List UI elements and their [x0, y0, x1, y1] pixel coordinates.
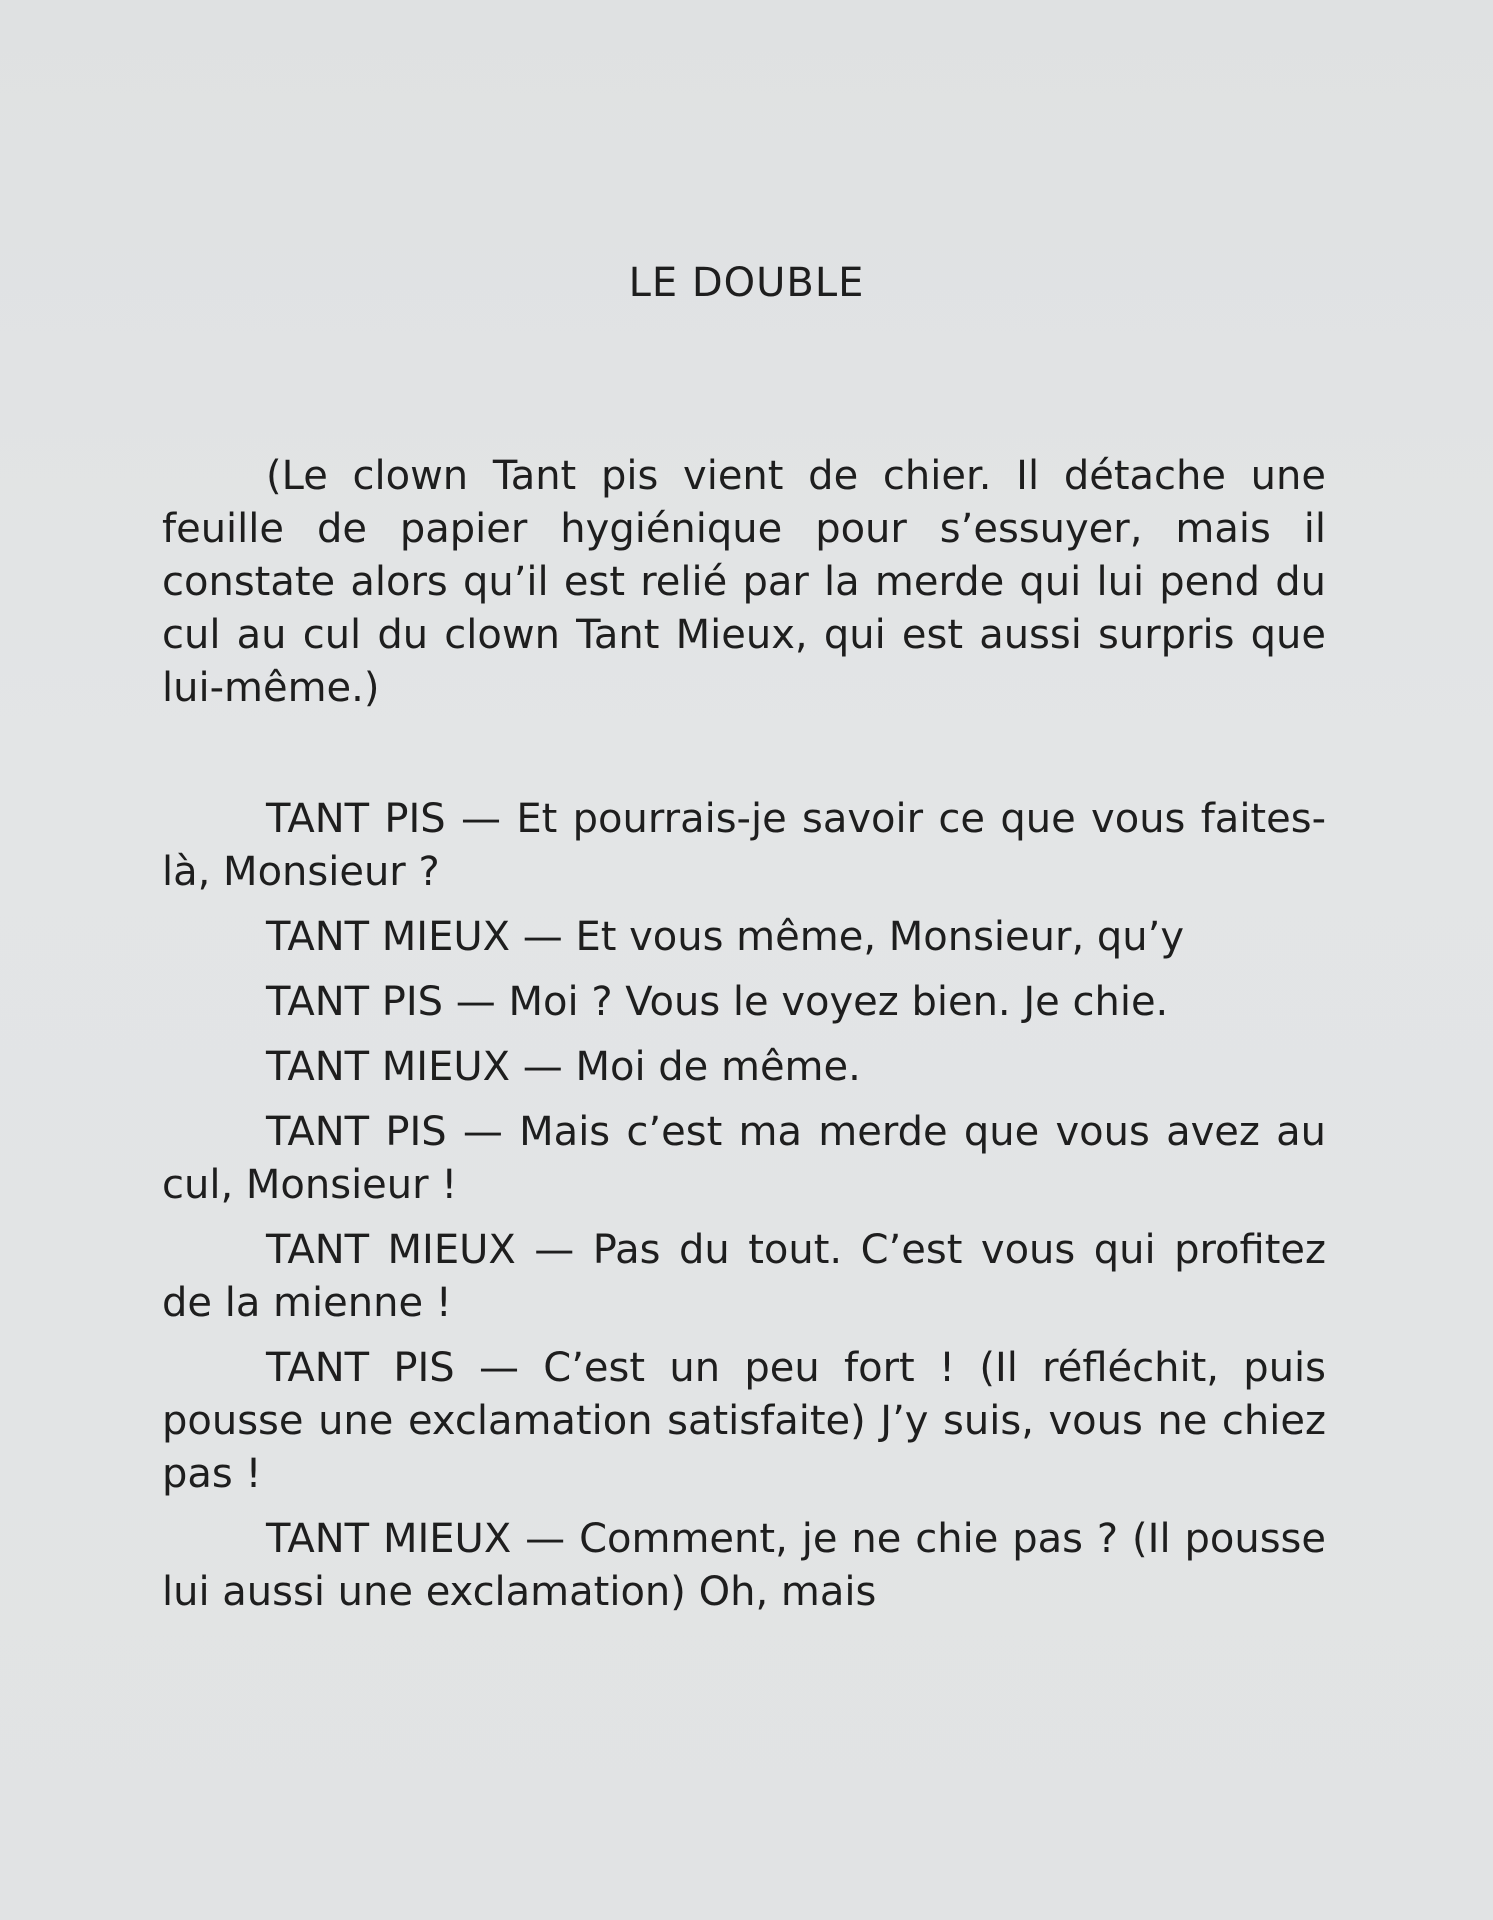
dialogue-line: TANT PIS — Moi ? Vous le voyez bien. Je chie.: [266, 979, 1169, 1025]
dialogue-line: TANT PIS — Et pourrais-je savoir ce que vous faites-là, Monsieur ?: [162, 796, 1326, 895]
dialogue-line: TANT MIEUX — Et vous même, Monsieur, qu’y: [266, 914, 1185, 960]
dialogue-line: TANT PIS — Mais c’est ma merde que vous avez au cul, Monsieur !: [162, 1109, 1326, 1208]
stage-direction-block: [162, 450, 1326, 715]
dialogue-line: TANT PIS — C’est un peu fort ! (Il réfléchit, puis pousse une exclamation satisfaite) J’y suis, vous ne chiez pas !: [162, 1345, 1326, 1497]
dialogue-line: TANT MIEUX — Moi de même.: [266, 1044, 861, 1090]
stage-direction: (Le clown Tant pis vient de chier. Il détache une feuille de papier hygiénique pour s’essuyer, mais il constate alors qu’il est relié par la merde qui lui pend du cul au cul du clown Tant Mieux, qui est aussi surpris que lui-même.): [162, 453, 1326, 711]
page-title: LE DOUBLE: [628, 260, 865, 306]
dialogue-line: TANT MIEUX — Pas du tout. C’est vous qui profitez de la mienne !: [162, 1227, 1326, 1326]
dialogue-block: [162, 793, 1326, 1631]
dialogue-line: TANT MIEUX — Comment, je ne chie pas ? (Il pousse lui aussi une exclamation) Oh, mais: [162, 1516, 1326, 1615]
